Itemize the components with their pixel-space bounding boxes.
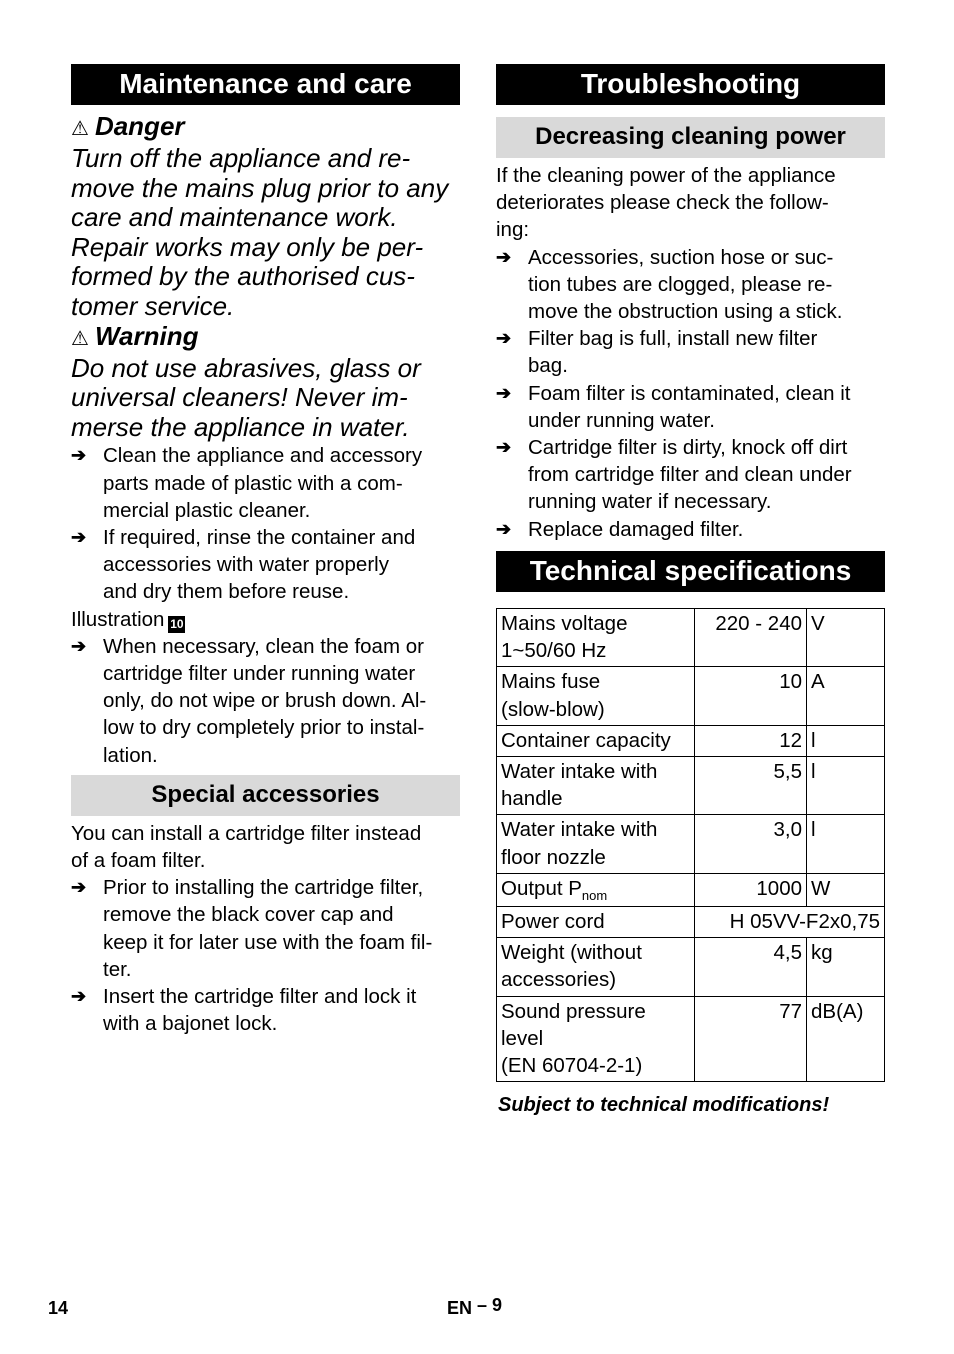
table-row: Power cord H 05VV-F2x0,75 bbox=[497, 907, 885, 938]
list-item: ➔ Foam filter is contaminated, clean it under running water. bbox=[496, 381, 851, 432]
table-row: Mains voltage 1~50/60 Hz 220 - 240 V bbox=[497, 609, 885, 667]
warning-triangle-icon: ⚠ bbox=[71, 327, 89, 350]
table-row: Sound pressure level (EN 60704-2-1) 77 dB(A) bbox=[497, 996, 885, 1082]
footnote: Subject to technical modifications! bbox=[498, 1094, 830, 1116]
left-column bbox=[71, 64, 460, 1037]
list-item: ➔ Cartridge filter is dirty, knock off dirt from cartridge filter and clean under running water if necessary. bbox=[496, 436, 852, 514]
troubleshooting-heading: Troubleshooting bbox=[496, 64, 885, 105]
illustration-number-icon: 10 bbox=[170, 616, 184, 631]
list-item: ➔ Insert the cartridge filter and lock it with a bajonet lock. bbox=[71, 985, 417, 1036]
arrow-icon: ➔ bbox=[71, 877, 87, 898]
table-row: Container capacity 12 l bbox=[497, 725, 885, 756]
arrow-icon: ➔ bbox=[496, 437, 512, 458]
danger-title: ⚠ Danger bbox=[71, 111, 185, 141]
list-item: ➔ Prior to installing the cartridge filter, remove the black cover cap and keep it for later use with the foam fil- ter. bbox=[71, 876, 433, 981]
arrow-icon: ➔ bbox=[496, 328, 512, 349]
danger-text: Turn off the appliance and re- move the mains plug prior to any care and maintenance work. Repair works may only be per- formed by the authorised cus- tomer service. bbox=[71, 143, 449, 321]
list-item: ➔ Accessories, suction hose or suc- tion tubes are clogged, please re- move the obstruction using a stick. bbox=[496, 245, 843, 324]
warning-title: ⚠ Warning bbox=[71, 320, 199, 351]
arrow-icon: ➔ bbox=[71, 635, 87, 656]
warning-triangle-icon: ⚠ bbox=[71, 118, 89, 140]
table-row: Weight (without accessories) 4,5 kg bbox=[497, 938, 885, 996]
list-item: ➔ If required, rinse the container and accessories with water properly and dry them before reuse. bbox=[71, 525, 416, 604]
language-footer: EN – 9 bbox=[447, 1295, 503, 1318]
arrow-icon: ➔ bbox=[71, 526, 87, 547]
special-accessories-heading: Special accessories bbox=[71, 775, 460, 816]
table-row: Output $P_{nom}$ 1000 W bbox=[497, 873, 885, 906]
table-row: Water intake with floor nozzle 3,0 l bbox=[497, 815, 885, 873]
arrow-icon: ➔ bbox=[71, 445, 87, 466]
warning-text: Do not use abrasives, glass or universal cleaners! Never im- merse the appliance in water. bbox=[71, 352, 421, 442]
spec-table bbox=[496, 608, 885, 1082]
list-item: ➔ When necessary, clean the foam or cartridge filter under running water only, do not wipe or brush down. Al- low to dry completely prior to instal- lation. bbox=[71, 634, 427, 767]
arrow-icon: ➔ bbox=[71, 986, 87, 1006]
right-column bbox=[496, 64, 885, 592]
decreasing-power-heading: Decreasing cleaning power bbox=[496, 117, 885, 158]
maintenance-heading: Maintenance and care bbox=[71, 64, 460, 105]
arrow-icon: ➔ bbox=[496, 382, 512, 403]
table-row: Water intake with handle 5,5 l bbox=[497, 757, 885, 815]
arrow-icon: ➔ bbox=[496, 246, 512, 267]
list-item: ➔ Replace damaged filter. bbox=[496, 516, 885, 543]
arrow-icon: ➔ bbox=[496, 518, 512, 539]
list-item: ➔ Filter bag is full, install new filter bag. bbox=[496, 327, 818, 378]
page-number: 14 bbox=[48, 1298, 69, 1318]
illustration-ref: Illustration 10 bbox=[71, 607, 184, 631]
special-intro: You can install a cartridge filter instead of a foam filter. bbox=[71, 821, 422, 872]
list-item: ➔ Clean the appliance and accessory parts made of plastic with a com- mercial plastic cleaner. bbox=[71, 444, 423, 522]
table-row: Mains fuse (slow-blow) 10 A bbox=[497, 667, 885, 725]
troubleshooting-intro: If the cleaning power of the appliance deteriorates please check the follow- ing: bbox=[496, 164, 836, 242]
tech-specs-heading: Technical specifications bbox=[496, 551, 885, 592]
